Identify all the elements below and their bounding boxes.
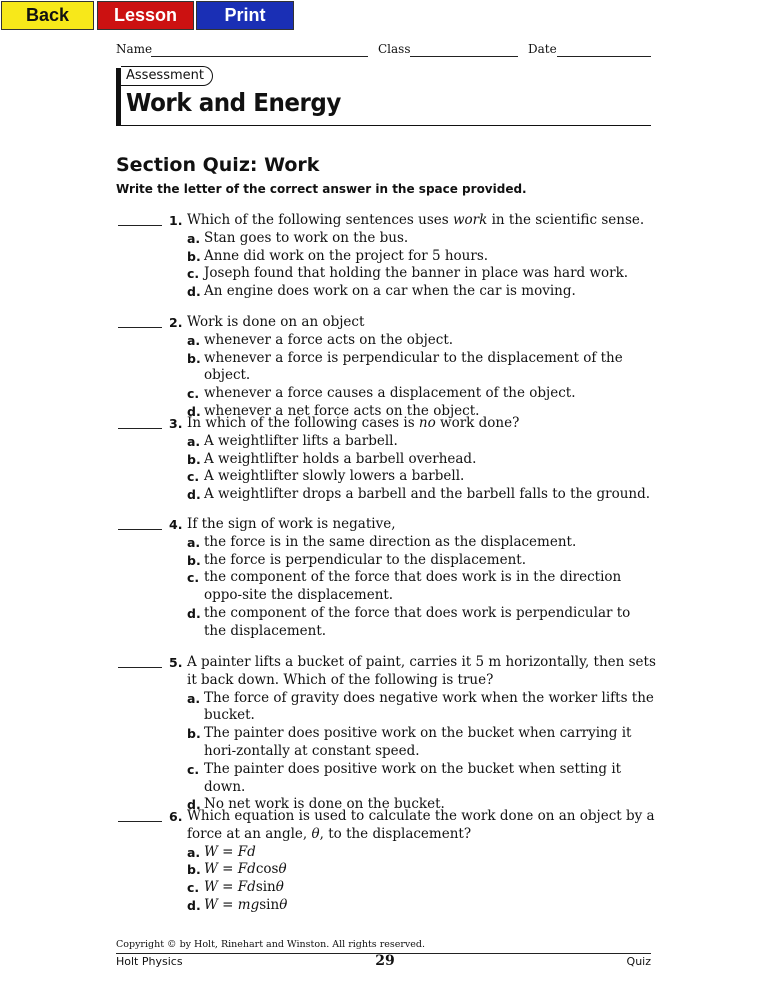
question-number: 6. — [169, 809, 183, 824]
date-label: Date — [528, 42, 557, 56]
option-a: a. A weightlifter lifts a barbell. — [187, 432, 398, 449]
question-number: 2. — [169, 315, 183, 330]
page-title: Work and Energy — [126, 88, 341, 117]
question-text: In which of the following cases is no work done? — [187, 415, 520, 431]
option-d: d. the component of the force that does work is perpendicular to the displacement. — [187, 604, 631, 639]
assessment-tab: Assessment — [121, 66, 213, 86]
answer-blank[interactable] — [118, 529, 162, 530]
section-title: Section Quiz: Work — [116, 154, 320, 176]
book-title: Holt Physics — [116, 955, 183, 968]
title-rule — [116, 125, 651, 126]
class-label: Class — [378, 42, 411, 56]
option-c: c. whenever a force causes a displacement of the object. — [187, 385, 576, 402]
option-a: a. whenever a force acts on the object. — [187, 331, 454, 348]
question-text: Which equation is used to calculate the work done on an object by a force at an angle, θ, to the displacement? — [187, 808, 655, 842]
instructions: Write the letter of the correct answer in the space provided. — [116, 182, 527, 196]
question-text: If the sign of work is negative, — [187, 516, 396, 532]
option-a: a. The force of gravity does negative work when the worker lifts the bucket. — [187, 689, 654, 724]
question-number: 5. — [169, 655, 183, 670]
option-b: b. The painter does positive work on the bucket when carrying it hori-zontally at constant speed. — [187, 725, 632, 759]
option-a: a. Stan goes to work on the bus. — [187, 229, 409, 246]
question-2 — [116, 314, 656, 421]
option-c: c. A weightlifter slowly lowers a barbell. — [187, 468, 465, 485]
answer-blank[interactable] — [118, 821, 162, 822]
page-number: 29 — [375, 953, 395, 969]
question-1 — [116, 212, 656, 301]
print-button[interactable]: Print — [196, 1, 294, 30]
question-text: Work is done on an object — [187, 314, 365, 330]
option-c: c. the component of the force that does work is in the direction oppo-site the displacement. — [187, 569, 622, 604]
option-b: b. A weightlifter holds a barbell overhead. — [187, 450, 477, 467]
page-type: Quiz — [626, 955, 651, 968]
name-label: Name — [116, 42, 153, 56]
answer-blank[interactable] — [118, 225, 162, 226]
option-b: b. Anne did work on the project for 5 hours. — [187, 247, 489, 264]
name-line — [151, 56, 368, 57]
lesson-button[interactable]: Lesson — [97, 1, 194, 30]
option-d: d. No net work is done on the bucket. — [187, 796, 445, 813]
option-b: b. W = Fdcosθ — [187, 861, 287, 878]
question-6 — [116, 808, 656, 915]
option-c: c. The painter does positive work on the bucket when setting it down. — [187, 760, 622, 795]
option-a: a. the force is in the same direction as the displacement. — [187, 533, 577, 550]
question-number: 1. — [169, 213, 183, 228]
question-number: 4. — [169, 517, 183, 532]
date-line — [557, 56, 651, 57]
answer-blank[interactable] — [118, 327, 162, 328]
question-3 — [116, 415, 656, 504]
back-button[interactable]: Back — [1, 1, 94, 30]
question-number: 3. — [169, 416, 183, 431]
option-c: c. Joseph found that holding the banner in place was hard work. — [187, 265, 629, 282]
option-d: d. W = mgsinθ — [187, 896, 288, 913]
option-c: c. W = Fdsinθ — [187, 879, 284, 896]
copyright: Copyright © by Holt, Rinehart and Winston. All rights reserved. — [116, 939, 425, 950]
question-5 — [116, 654, 656, 814]
option-b: b. whenever a force is perpendicular to the displacement of the object. — [187, 349, 623, 384]
option-d: d. whenever a net force acts on the object. — [187, 402, 480, 419]
option-d: d. A weightlifter drops a barbell and the barbell falls to the ground. — [187, 486, 651, 503]
answer-blank[interactable] — [118, 428, 162, 429]
question-text: A painter lifts a bucket of paint, carries it 5 m horizontally, then sets it back down. Which of the following is true? — [187, 654, 656, 688]
option-b: b. the force is perpendicular to the displacement. — [187, 551, 526, 568]
question-text: Which of the following sentences uses work in the scientific sense. — [187, 212, 645, 228]
question-4 — [116, 516, 656, 641]
option-d: d. An engine does work on a car when the car is moving. — [187, 283, 576, 300]
option-a: a. W = Fd — [187, 843, 256, 860]
class-line — [410, 56, 518, 57]
answer-blank[interactable] — [118, 667, 162, 668]
